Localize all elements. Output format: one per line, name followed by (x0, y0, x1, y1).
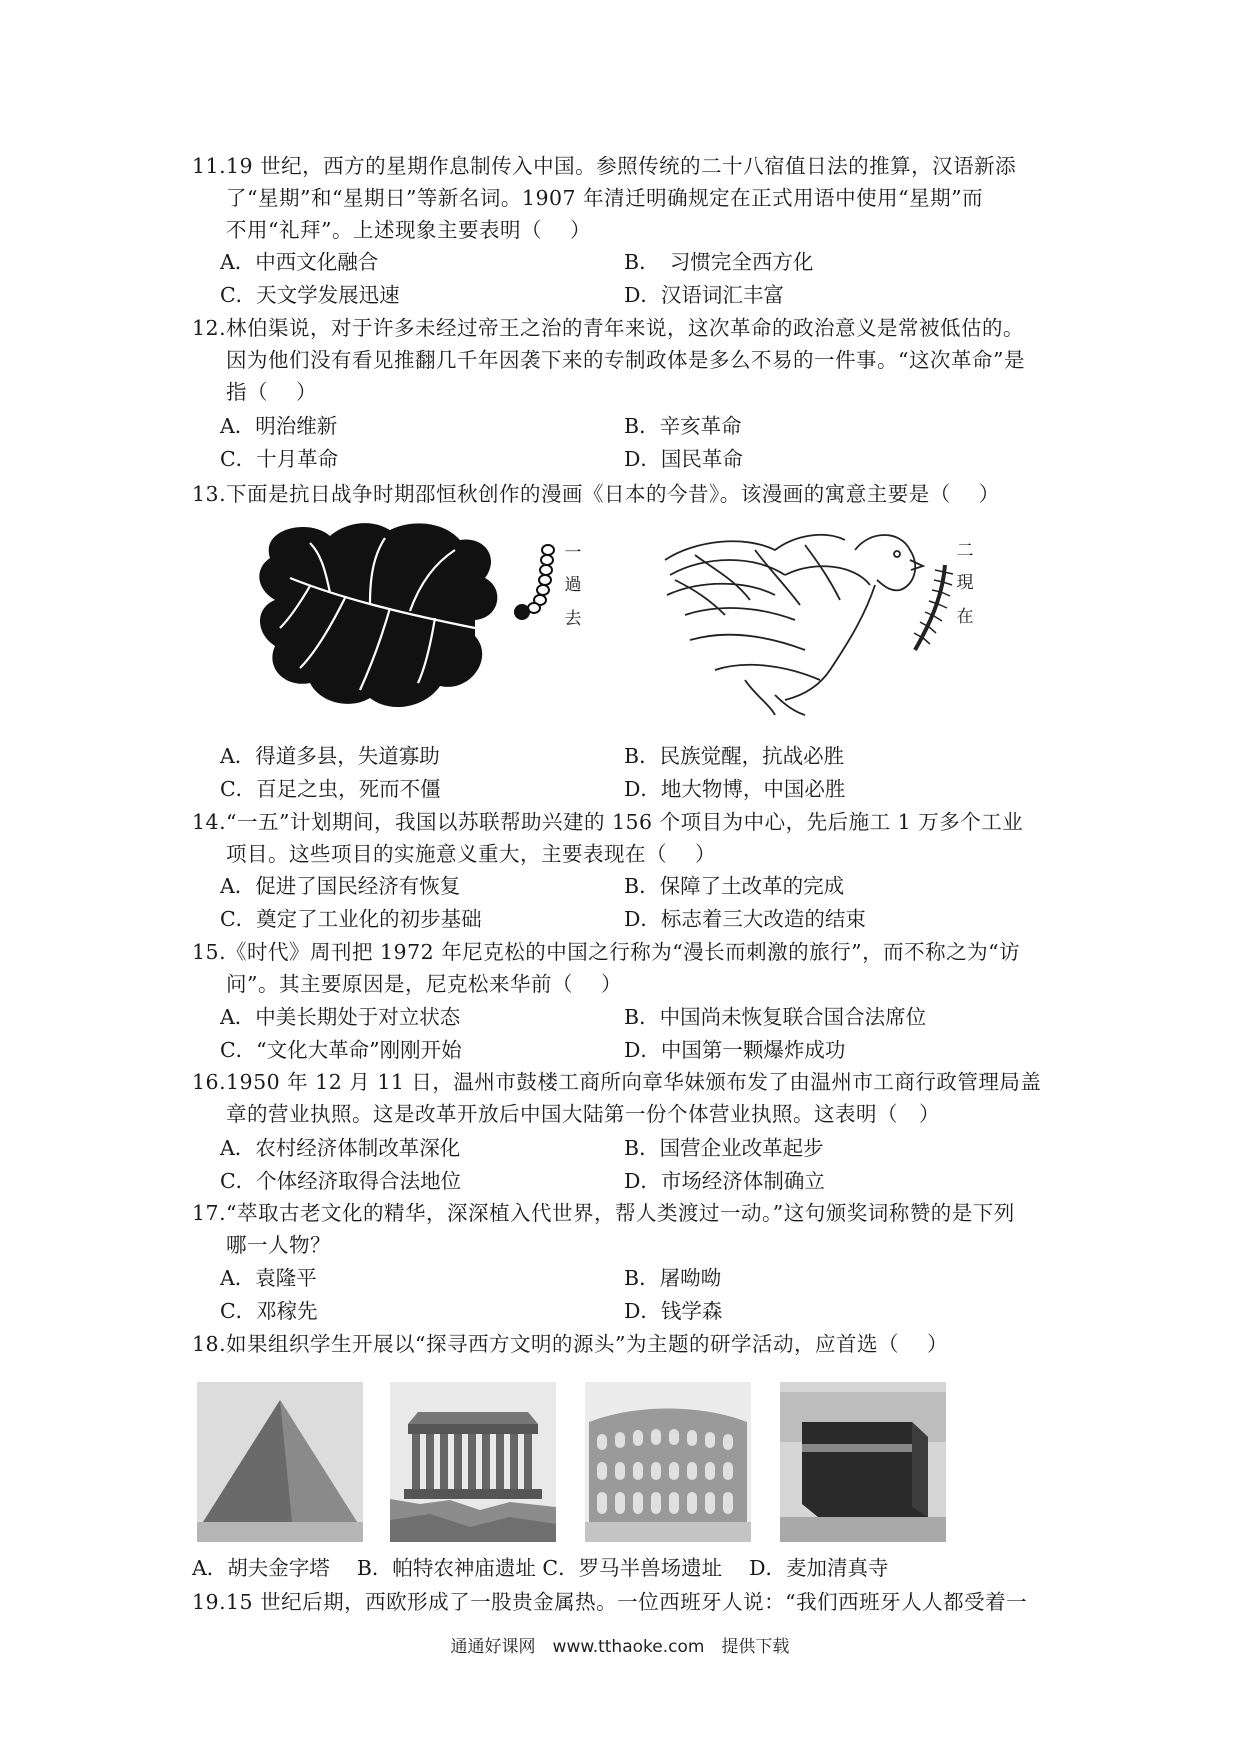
question-line: 了“星期”和“星期日”等新名词。1907 年清迁明确规定在正式用语中使用“星期”而 (226, 186, 984, 210)
option-d: D．地大物博，中国必胜 (624, 777, 846, 801)
question-line: 问”。其主要原因是，尼克松来华前（ ） (226, 972, 622, 996)
question-number: 16. (192, 1070, 227, 1094)
option-a: A．农村经济体制改革深化 (220, 1136, 461, 1160)
option-d: D．中国第一颗爆炸成功 (624, 1038, 846, 1062)
question-line: 因为他们没有看见推翻几千年因袭下来的专制政体是多么不易的一件事。“这次革命”是 (226, 348, 1025, 372)
question-line: “萃取古老文化的精华，深深植入代世界，帮人类渡过一动。”这句颁奖词称赞的是下列 (226, 1201, 1015, 1225)
option-b: B．辛亥革命 (624, 414, 742, 438)
question-17 (192, 1197, 1072, 1261)
question-number: 12. (192, 316, 227, 340)
photo-parthenon (390, 1382, 556, 1542)
options-17 (220, 1262, 1020, 1328)
option-b: B． 习惯完全西方化 (624, 250, 814, 274)
option-d: D．标志着三大改造的结束 (624, 907, 866, 931)
options-11 (220, 246, 1020, 312)
cartoon-label-past: 一 過 去 (564, 543, 582, 629)
question-11 (192, 150, 1072, 246)
question-19 (192, 1586, 1072, 1618)
option-a: A．明治维新 (220, 414, 338, 438)
question-number: 11. (192, 154, 227, 178)
option-c: C．天文学发展迅速 (220, 283, 400, 307)
question-line: 章的营业执照。这是改革开放后中国大陆第一份个体营业执照。这表明（ ） (226, 1102, 940, 1126)
option-c: C．百足之虫，死而不僵 (220, 777, 441, 801)
question-number: 17. (192, 1201, 227, 1225)
question-13 (192, 478, 1072, 510)
option-d: D．钱学森 (624, 1299, 723, 1323)
question-line: 林伯渠说，对于许多未经过帝王之治的青年来说，这次革命的政治意义是常被低估的。 (226, 316, 1024, 340)
option-d: D．市场经济体制确立 (624, 1169, 825, 1193)
options-16 (220, 1132, 1020, 1198)
option-c: C．邓稼先 (220, 1299, 318, 1323)
option-b: B．国营企业改革起步 (624, 1136, 824, 1160)
question-line: 19 世纪，西方的星期作息制传入中国。参照传统的二十八宿值日法的推算，汉语新添 (226, 154, 1017, 178)
option-d: D．汉语词汇丰富 (624, 283, 784, 307)
question-18 (192, 1328, 1072, 1360)
question-line: 《时代》周刊把 1972 年尼克松的中国之行称为“漫长而刺激的旅行”，而不称之为“访 (226, 940, 1021, 964)
option-b: B．民族觉醒，抗战必胜 (624, 744, 845, 768)
question-12 (192, 312, 1072, 408)
question-line: 如果组织学生开展以“探寻西方文明的源头”为主题的研学活动，应首选（ ） (226, 1332, 948, 1356)
question-line: 项目。这些项目的实施意义重大，主要表现在（ ） (226, 842, 717, 866)
question-line: 1950 年 12 月 11 日，温州市鼓楼工商所向章华妹颁布发了由温州市工商行政管理局盖 (226, 1070, 1042, 1094)
option-c: C．奠定了工业化的初步基础 (220, 907, 482, 931)
question-number: 18. (192, 1332, 227, 1356)
question-15 (192, 936, 1072, 1000)
option-a: A．袁隆平 (220, 1266, 317, 1290)
page-footer: 通通好课网 www.tthaoke.com 提供下载 (450, 1637, 790, 1657)
option-b: B．屠呦呦 (624, 1266, 722, 1290)
question-line: 15 世纪后期，西欧形成了一股贵金属热。一位西班牙人说：“我们西班牙人人都受着一 (226, 1590, 1028, 1614)
question-line: 不用“礼拜”。上述现象主要表明（ ） (226, 218, 591, 242)
options-18: A．胡夫金字塔 B．帕特农神庙遗址 C．罗马半兽场遗址 D．麦加清真寺 (192, 1556, 889, 1580)
option-a: A．得道多县，失道寡助 (220, 744, 440, 768)
question-line: 下面是抗日战争时期邵恒秋创作的漫画《日本的今昔》。该漫画的寓意主要是（ ） (226, 482, 1000, 506)
options-14 (220, 870, 1020, 936)
question-14 (192, 806, 1072, 870)
option-b: B．保障了土改革的完成 (624, 874, 845, 898)
question-line: “一五”计划期间，我国以苏联帮助兴建的 156 个项目为中心，先后施工 1 万多个工业 (226, 810, 1024, 834)
photo-colosseum (585, 1382, 751, 1542)
caterpillar-icon (500, 540, 560, 640)
question-number: 15. (192, 940, 227, 964)
options-13 (220, 740, 1020, 806)
question-16 (192, 1066, 1072, 1130)
options-12 (220, 410, 1020, 476)
cartoon-leaf-past (250, 518, 530, 714)
question-number: 19. (192, 1590, 227, 1614)
centipede-icon (905, 560, 955, 660)
option-a: A．中美长期处于对立状态 (220, 1005, 461, 1029)
option-d: D．国民革命 (624, 447, 743, 471)
photo-kaaba (780, 1382, 946, 1542)
option-b: B．中国尚未恢复联合国合法席位 (624, 1005, 927, 1029)
option-a: A．中西文化融合 (220, 250, 379, 274)
option-c: C．个体经济取得合法地位 (220, 1169, 462, 1193)
cartoon-rooster-present (655, 520, 935, 720)
options-15 (220, 1001, 1020, 1067)
option-a: A．促进了国民经济有恢复 (220, 874, 461, 898)
question-number: 14. (192, 810, 227, 834)
option-c: C．十月革命 (220, 447, 339, 471)
question-number: 13. (192, 482, 227, 506)
question-line: 指（ ） (226, 380, 318, 404)
photo-pyramid (197, 1382, 363, 1542)
cartoon-label-present: 二 現 在 (956, 541, 974, 627)
option-c: C．“文化大革命”刚刚开始 (220, 1038, 462, 1062)
question-line: 哪一人物？ (226, 1233, 331, 1257)
